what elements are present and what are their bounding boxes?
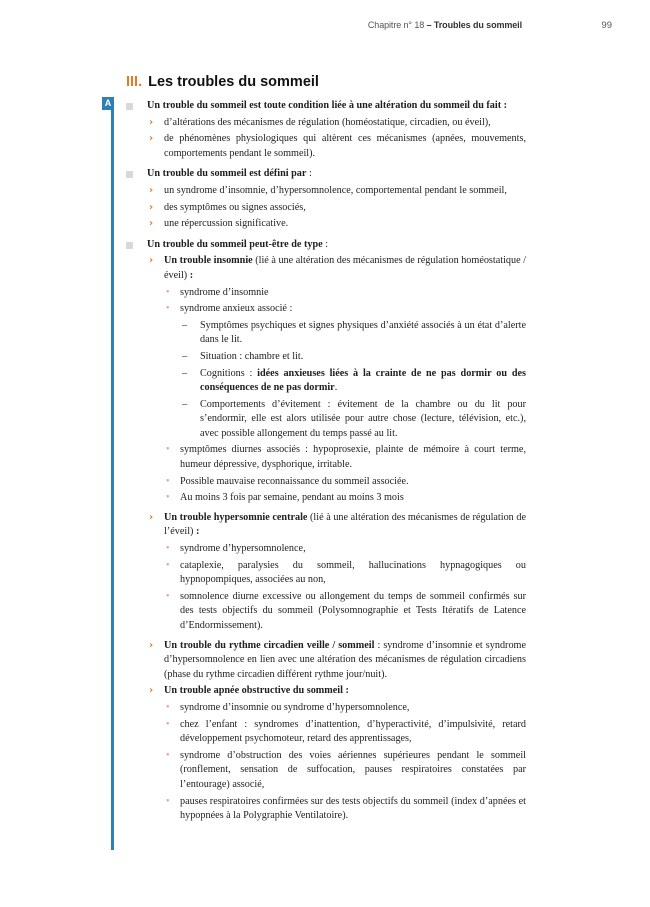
sub-item: – Situation : chambre et lit. [180, 350, 526, 365]
list-item: • chez l’enfant : syndromes d’inattention, d’hyperactivité, d’impulsivité, retard développement psychomoteur, retard des apprentissages, [166, 718, 526, 745]
block-head: Un trouble du sommeil peut-être de type [147, 238, 323, 250]
bullet-block-types [126, 238, 526, 824]
sub-item: – Comportements d’évitement : évitement de la chambre ou du lit pour s’endormir, elle est alors utilisée pour autre chose (lecture, télévision, etc.), avec possible allongement du temps passé au lit. [182, 398, 526, 439]
bullet-block-definition-criteria [126, 167, 526, 231]
rank-bar [111, 110, 114, 850]
list-item: • Possible mauvaise reconnaissance du sommeil associée. [164, 475, 526, 490]
list-item: › des symptômes ou signes associés, [147, 201, 526, 216]
section-title: Les troubles du sommeil [148, 74, 319, 90]
chevron-right-icon: › [149, 639, 154, 651]
chevron-right-icon: › [149, 511, 154, 523]
chapter-header [368, 20, 522, 30]
type-apnee [147, 684, 526, 823]
chevron-right-icon: › [149, 184, 154, 196]
square-bullet-icon [126, 171, 133, 178]
chevron-right-icon: › [149, 201, 154, 213]
dash-icon: – [182, 350, 188, 362]
bullet-dot-icon: • [166, 475, 170, 487]
page-number: 99 [601, 20, 612, 31]
square-bullet-icon [126, 103, 133, 110]
sub-item: – Symptômes psychiques et signes physiques d’anxiété associés à un état d’alerte dans le lit. [182, 319, 526, 346]
list-item: › un syndrome d’insomnie, d’hypersomnolence, comportemental pendant le sommeil, [147, 184, 526, 199]
bullet-dot-icon: • [166, 444, 170, 456]
dash-icon: – [182, 367, 188, 379]
bullet-dot-icon: • [166, 795, 170, 807]
bullet-block-definition-cause [126, 99, 526, 161]
type-circadien: › Un trouble du rythme circadien veille / sommeil : syndrome d’insomnie et syndrome d’hypersomnolence en lien avec une altération des mécanismes de régulation circadiens (phase du rythme circadien différent rythme jour/nuit). [149, 639, 526, 680]
square-bullet-icon [126, 242, 133, 249]
dash-icon: – [182, 398, 188, 410]
chevron-right-icon: › [149, 116, 154, 128]
dash-icon: – [182, 319, 188, 331]
bullet-dot-icon: • [166, 559, 170, 571]
list-item: • symptômes diurnes associés : hypoprosexie, plainte de mémoire à court terme, humeur dépressive, dysphorique, irritable. [166, 444, 526, 471]
bullet-dot-icon: • [166, 303, 170, 315]
list-item: • syndrome anxieux associé : – Symptômes psychiques et signes physiques d’anxiété associés à un état d’alerte dans le lit. – Situation : chambre et lit. – Cognitions : idées anxieuses liées à la crainte de ne pas dormir ou des conséquences de ne pas dormir. – Comportements d’évitement : évitement de la chambre ou du lit pour s’endormir, elle est alors utilisée pour autre chose (lecture, télévision, etc.), avec possible allongement du temps passé au lit. [164, 302, 526, 441]
sub-item: – Cognitions : idées anxieuses liées à la crainte de ne pas dormir ou des conséquences de ne pas dormir. [182, 367, 526, 394]
list-item: • pauses respiratoires confirmées sur des tests objectifs du sommeil (index d’apnées et hypopnées à la Polygraphie Ventilatoire). [166, 795, 526, 822]
chapter-prefix: Chapitre n° 18 [367, 20, 425, 30]
list-item: › de phénomènes physiologiques qui altèrent ces mécanismes (apnées, mouvements, comportements pendant le sommeil). [149, 133, 526, 159]
section-content [126, 99, 526, 830]
list-item: • Au moins 3 fois par semaine, pendant au moins 3 mois [164, 491, 526, 506]
block-head-line: Un trouble du sommeil est défini par : [147, 168, 312, 180]
type-title: Un trouble du rythme circadien veille / sommeil [164, 639, 375, 651]
chevron-right-icon: › [149, 255, 154, 267]
list-item: › d’altérations des mécanismes de régulation (homéostatique, circadien, ou éveil), [147, 116, 526, 131]
type-title: Un trouble apnée obstructive du sommeil : [164, 685, 349, 697]
type-insomnie: › Un trouble insomnie (lié à une altération des mécanismes de régulation homéostatique / éveil) : • syndrome d’insomnie • syndrome anxieux associé : – Symptômes psychiques et signes physiques d’anxiété associés à un état d’alerte dans le lit. – Situation : chambre et lit. – Cognitions : idées anxieuses liées à la crainte de ne pas dormir ou des conséquences de ne pas dormir. – Comportements d’évitement : évitement de la chambre ou du lit pour s’endormir, elle est alors utilisée pour autre chose (lecture, télévision, etc.), avec possible allongement du temps passé au lit. • symptômes diurnes associés : hypoprosexie, plainte de mémoire à court terme, humeur dépressive, dysphorique, irritable. • Possible mauvaise reconnaissance du sommeil associée. • Au moins 3 fois par semaine, pendant au moins 3 mois [147, 254, 526, 506]
list-item: • syndrome d’hypersomnolence, [164, 542, 526, 557]
type-title: Un trouble hypersomnie centrale [164, 511, 308, 523]
section-number: III. [126, 74, 143, 90]
bullet-dot-icon: • [166, 701, 170, 713]
bullet-dot-icon: • [166, 718, 170, 730]
type-title: Un trouble insomnie [164, 255, 253, 267]
rank-badge: A [102, 97, 114, 110]
list-item: • cataplexie, paralysies du sommeil, hallucinations hypnagogiques ou hypnopompiques, associées au non, [166, 559, 526, 586]
section-heading [126, 74, 319, 90]
chevron-right-icon: › [149, 218, 154, 230]
running-header [0, 20, 650, 34]
list-item: • syndrome d’insomnie [164, 286, 526, 301]
list-item: › une répercussion significative. [147, 217, 526, 232]
list-item: • somnolence diurne excessive ou allongement du temps de sommeil confirmés sur des tests objectifs du sommeil (Polysomnographie et Tests Itératifs de Latence d’Endormissement). [166, 590, 526, 631]
type-hypersomnie: › Un trouble hypersomnie centrale (lié à une altération des mécanismes de régulation de l’éveil) : • syndrome d’hypersomnolence, • cataplexie, paralysies du sommeil, hallucinations hypnagogiques ou hypnopompiques, associées au non, • somnolence diurne excessive ou allongement du temps de sommeil confirmés sur des tests objectifs du sommeil (Polysomnographie et Tests Itératifs de Latence d’Endormissement). [147, 511, 526, 634]
bullet-dot-icon: • [166, 543, 170, 555]
block-head: Un trouble du sommeil est toute condition liée à une altération du sommeil du fait : [147, 100, 508, 111]
block-head: Un trouble du sommeil est défini par [147, 168, 307, 180]
bullet-dot-icon: • [166, 286, 170, 298]
block-head-line: Un trouble du sommeil peut-être de type : [147, 238, 329, 250]
chapter-title: – Troubles du sommeil [426, 20, 522, 30]
list-item: • syndrome d’obstruction des voies aériennes supérieures pendant le sommeil (ronflement, sensation de suffocation, pauses respiratoires constatées par l’entourage) associé, [166, 749, 526, 790]
chevron-right-icon: › [149, 685, 154, 697]
bullet-dot-icon: • [166, 492, 170, 504]
bullet-dot-icon: • [166, 749, 170, 761]
bullet-dot-icon: • [166, 590, 170, 602]
list-item: • syndrome d’insomnie ou syndrome d’hypersomnolence, [164, 701, 526, 716]
chevron-right-icon: › [149, 133, 154, 145]
